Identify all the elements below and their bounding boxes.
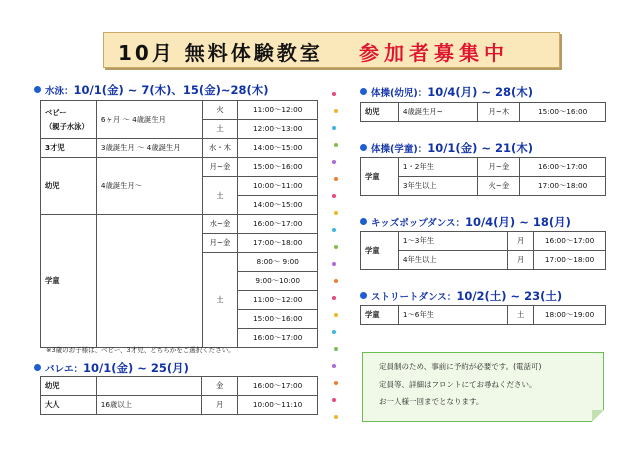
- day-cell: 土: [508, 306, 534, 325]
- bullet-icon: [360, 218, 367, 225]
- age-cell: 4年生以上: [398, 251, 507, 270]
- age-cell: 6ヶ月 ～ 4歳誕生月: [96, 101, 202, 139]
- star-dot-icon: [334, 211, 338, 215]
- table-row: [361, 158, 606, 177]
- table-row: [41, 215, 318, 234]
- star-dot-icon: [334, 245, 338, 249]
- day-cell: 火~金: [478, 177, 520, 196]
- class-label: 学童: [361, 158, 399, 196]
- star-dot-icon: [334, 279, 338, 283]
- gym-kid-table: [360, 102, 606, 122]
- class-label: 3才児: [41, 139, 97, 158]
- time-cell: 10:00～11:10: [238, 396, 318, 415]
- age-cell: 16歳以上: [96, 396, 202, 415]
- gym-school-heading: 体操(学童)：10/1(金) ~ 21(木): [360, 140, 533, 156]
- age-cell: 3年生以上: [398, 177, 478, 196]
- class-label: 学童: [361, 306, 399, 325]
- day-cell: 水・木: [202, 139, 238, 158]
- star-dot-icon: [332, 364, 336, 368]
- page-fold-icon: [592, 410, 604, 422]
- day-cell: 月~木: [478, 103, 520, 122]
- day-cell: 土: [202, 253, 238, 348]
- notice-line: お一人様一回までとなります。: [379, 397, 484, 406]
- class-label: 幼児: [361, 103, 399, 122]
- table-row: [41, 396, 318, 415]
- street-table: [360, 305, 606, 325]
- class-label: 学童: [361, 232, 399, 270]
- swim-heading: 水泳：10/1(金) ~ 7(木)、15(金)~28(木): [34, 82, 269, 98]
- kids-pop-heading: キッズポップダンス：10/4(月) ~ 18(月): [360, 214, 571, 230]
- age-cell: 4歳誕生月~: [398, 103, 478, 122]
- age-cell: 1～3年生: [398, 232, 507, 251]
- time-cell: 11:00～12:00: [238, 101, 318, 120]
- star-dot-icon: [332, 398, 336, 402]
- kids-pop-table: [360, 231, 606, 270]
- time-cell: 15:00～16:00: [238, 310, 318, 329]
- star-dot-icon: [332, 126, 336, 130]
- day-cell: 月: [202, 396, 238, 415]
- banner-highlight: 参加者募集中: [359, 41, 509, 65]
- time-cell: 10:00～11:00: [238, 177, 318, 196]
- time-cell: 17:00～18:00: [520, 177, 606, 196]
- star-dot-icon: [334, 415, 338, 419]
- time-cell: 11:00～12:00: [238, 291, 318, 310]
- table-row: [361, 103, 606, 122]
- day-cell: 月: [508, 251, 534, 270]
- time-cell: 9:00～10:00: [238, 272, 318, 291]
- time-cell: 14:00～15:00: [238, 196, 318, 215]
- swim-table: [40, 100, 318, 348]
- star-dot-icon: [332, 194, 336, 198]
- bullet-icon: [360, 88, 367, 95]
- class-label: 学童: [41, 215, 97, 348]
- class-label: ベビー （親子水泳）: [41, 101, 97, 139]
- notice-line: 定員等、詳細はフロントにてお尋ねください。: [379, 380, 537, 389]
- day-cell: 金: [202, 377, 238, 396]
- bullet-icon: [360, 144, 367, 151]
- table-row: [41, 377, 318, 396]
- gym-school-table: [360, 157, 606, 196]
- star-dot-icon: [332, 160, 336, 164]
- class-label: 幼児: [41, 377, 97, 396]
- time-cell: 16:00～17:00: [238, 377, 318, 396]
- age-cell: 1・2年生: [398, 158, 478, 177]
- star-dot-icon: [334, 109, 338, 113]
- day-cell: 月~金: [202, 234, 238, 253]
- day-cell: 月~金: [202, 158, 238, 177]
- swim-note: ※3歳のお子様は、ベビー、3才児、どちらかをご選択ください。: [46, 346, 235, 354]
- star-dot-icon: [332, 92, 336, 96]
- banner-title: 10月 無料体験教室: [118, 41, 323, 65]
- star-dot-icon: [334, 313, 338, 317]
- time-cell: 16:00～17:00: [238, 215, 318, 234]
- table-row: [41, 139, 318, 158]
- time-cell: 17:00～18:00: [534, 251, 606, 270]
- notice-line: 定員制のため、事前に予約が必要です。(電話可): [379, 362, 542, 371]
- gym-kid-heading: 体操(幼児)：10/4(月) ~ 28(木): [360, 84, 533, 100]
- page-banner: [103, 32, 560, 68]
- day-cell: 月: [508, 232, 534, 251]
- notice-box: [362, 352, 604, 422]
- class-label: 大人: [41, 396, 97, 415]
- age-cell: 1～6年生: [398, 306, 507, 325]
- street-heading: ストリートダンス：10/2(土) ~ 23(土): [360, 288, 562, 304]
- time-cell: 8:00～ 9:00: [238, 253, 318, 272]
- time-cell: 17:00～18:00: [238, 234, 318, 253]
- table-row: [361, 306, 606, 325]
- time-cell: 16:00～17:00: [534, 232, 606, 251]
- day-cell: 月~金: [478, 158, 520, 177]
- star-dot-icon: [334, 381, 338, 385]
- time-cell: 18:00～19:00: [534, 306, 606, 325]
- star-dot-icon: [332, 262, 336, 266]
- ballet-table: [40, 376, 318, 415]
- table-row: [361, 232, 606, 251]
- star-dot-icon: [332, 330, 336, 334]
- age-cell: 4歳誕生月～: [96, 158, 202, 215]
- star-dot-icon: [334, 177, 338, 181]
- day-cell: 土: [202, 177, 238, 215]
- time-cell: 15:00～16:00: [520, 103, 606, 122]
- time-cell: 12:00～13:00: [238, 120, 318, 139]
- time-cell: 16:00～17:00: [238, 329, 318, 348]
- age-cell: [96, 377, 202, 396]
- bullet-icon: [34, 86, 41, 93]
- bullet-icon: [360, 292, 367, 299]
- star-dot-icon: [332, 228, 336, 232]
- day-cell: 土: [202, 120, 238, 139]
- day-cell: 水~金: [202, 215, 238, 234]
- star-dot-icon: [334, 143, 338, 147]
- day-cell: 火: [202, 101, 238, 120]
- star-dot-icon: [334, 347, 338, 351]
- age-cell: 3歳誕生月 ～ 4歳誕生月: [96, 139, 202, 158]
- table-row: [41, 158, 318, 177]
- bullet-icon: [34, 364, 41, 371]
- time-cell: 15:00～16:00: [238, 158, 318, 177]
- star-dot-icon: [332, 296, 336, 300]
- time-cell: 14:00～15:00: [238, 139, 318, 158]
- age-cell: [96, 215, 202, 348]
- class-label: 幼児: [41, 158, 97, 215]
- ballet-heading: バレエ：10/1(金) ~ 25(月): [34, 360, 189, 376]
- time-cell: 16:00～17:00: [520, 158, 606, 177]
- table-row: [41, 101, 318, 120]
